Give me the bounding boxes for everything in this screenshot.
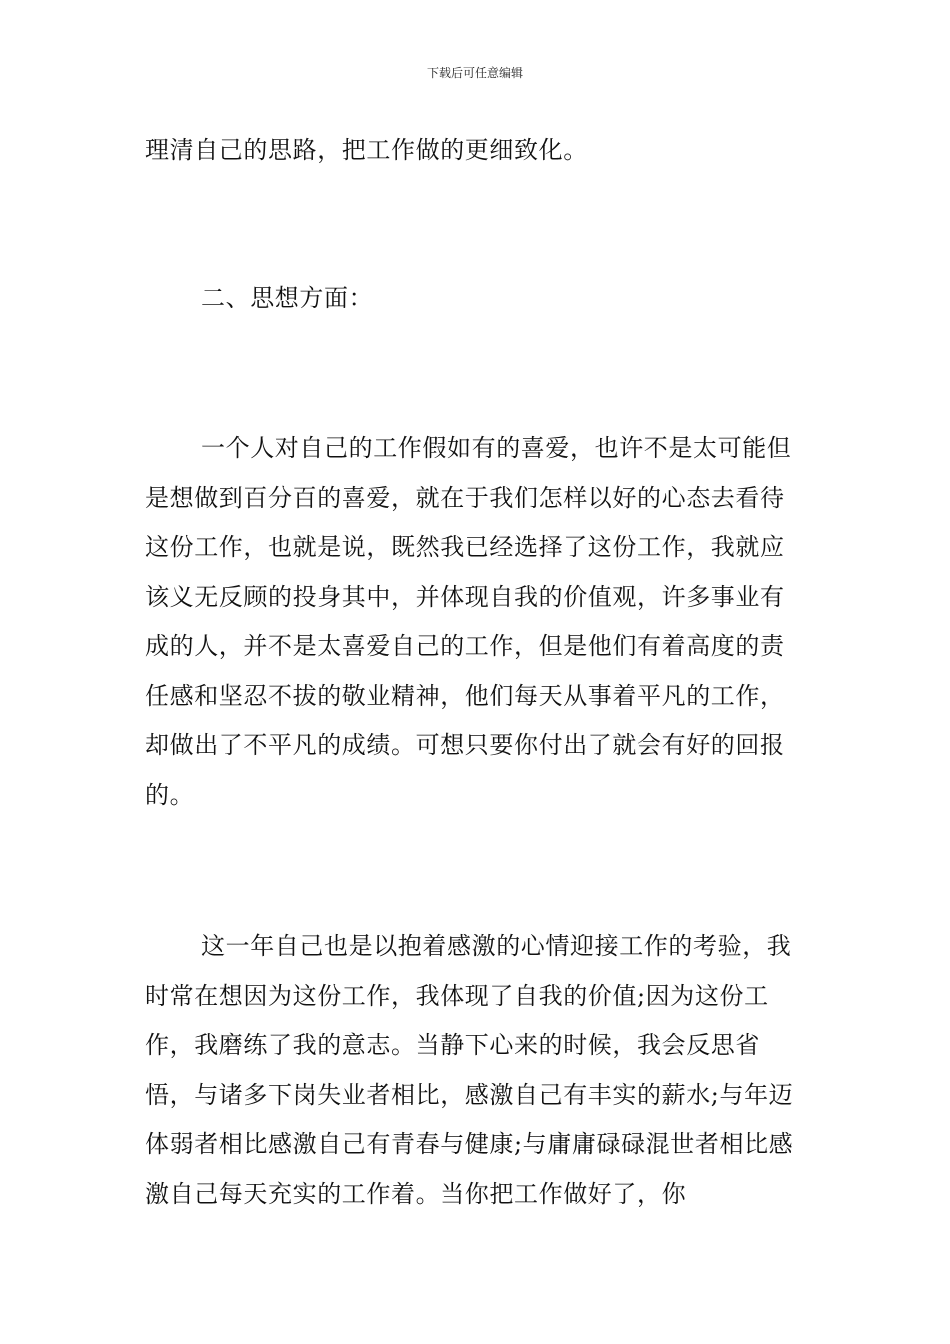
body-paragraph-1: 一个人对自己的工作假如有的喜爱，也许不是太可能但是想做到百分百的喜爱，就在于我们怎样以好的心态去看待这份工作，也就是说，既然我已经选择了这份工作，我就应该义无反顾的投身其中，并体现自我的价值观，许多事业有成的人，并不是太喜爱自己的工作，但是他们有着高度的责任感和坚忍不拔的敬业精神，他们每天从事着平凡的工作，却做出了不平凡的成绩。可想只要你付出了就会有好的回报的。 [145,434,792,809]
carry-over-paragraph: 理清自己的思路，把工作做的更细致化。 [145,136,588,164]
section-heading: 二、思想方面： [201,284,374,312]
body-paragraph-2: 这一年自己也是以抱着感激的心情迎接工作的考验，我时常在想因为这份工作，我体现了自我的价值;因为这份工作，我磨练了我的意志。当静下心来的时候，我会反思省悟，与诸多下岗失业者相比，感激自己有丰实的薪水;与年迈体弱者相比感激自己有青春与健康;与庸庸碌碌混世者相比感激自己每天充实的工作着。当你把工作做好了，你 [145,932,794,1208]
page-header-note: 下载后可任意编辑 [426,66,523,80]
